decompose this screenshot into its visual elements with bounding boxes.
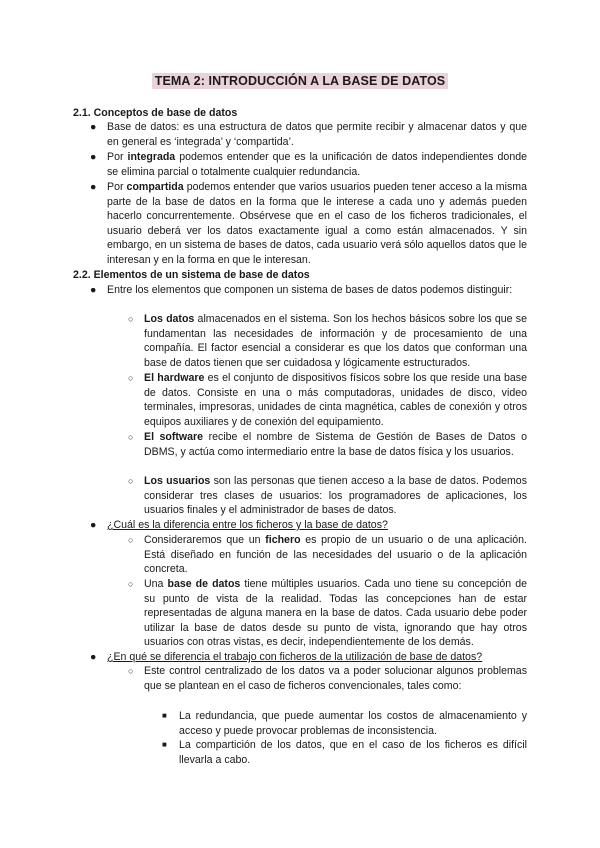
problem-comparticion: La compartición de los datos, que en el caso de los ficheros es difícil llevarla a cabo. xyxy=(179,739,527,766)
elements-intro: Entre los elementos que componen un sistema de bases de datos podemos distinguir: xyxy=(107,284,513,296)
circle-bullet-icon: ○ xyxy=(128,373,134,383)
answer-base-de-datos: Una base de datos tiene múltiples usuarios. Cada uno tiene su concepción de su punto de vista de la realidad. Todas las concepciones han de estar representadas de alguna manera en la base de datos. Cada usuario debe poder utilizar la base de datos desde su punto de vista, ignorando que hay otros usuarios con otras vistas, es decir, independientemente de los demás. xyxy=(144,578,527,649)
concept-definition: Base de datos: es una estructura de datos que permite recibir y almacenar datos y que en general es ‘integrada’ y ‘compartida’. xyxy=(107,121,527,148)
circle-bullet-icon: ○ xyxy=(128,432,134,442)
problem-redundancia: La redundancia, que puede aumentar los costos de almacenamiento y acceso y puede provocar problemas de inconsistencia. xyxy=(179,710,527,737)
page-title: TEMA 2: INTRODUCCIÓN A LA BASE DE DATOS xyxy=(152,73,448,89)
circle-bullet-icon: ○ xyxy=(128,476,134,486)
disc-bullet-icon: ● xyxy=(90,651,97,663)
element-hardware: El hardware es el conjunto de dispositivos físicos sobre los que reside una base de datos. Consiste en una o más computadoras, unidades de disco, video terminales, impresoras, unidades de cinta magnética, cables de conexión y otros equipos auxiliares y de conexión del equipamiento. xyxy=(144,372,527,428)
square-bullet-icon: ■ xyxy=(162,711,167,720)
title-wrap xyxy=(0,73,600,90)
square-bullet-icon: ■ xyxy=(162,740,167,749)
element-software: El software recibe el nombre de Sistema de Gestión de Bases de Datos o DBMS, y actúa como intermediario entre la base de datos física y los usuarios. xyxy=(144,431,527,458)
disc-bullet-icon: ● xyxy=(90,284,97,296)
concept-integrada: Por integrada podemos entender que es la unificación de datos independientes donde se elimina parcial o totalmente cualquier redundancia. xyxy=(107,151,527,178)
concept-compartida: Por compartida podemos entender que varios usuarios pueden tener acceso a la misma parte de la base de datos en la forma que le interese a cada uno y además pueden hacerlo concurrentemente. Obsérvese que en el caso de los ficheros tradicionales, el usuario deberá ver los datos exactamente igual a como están almacenados. Y sin embargo, en un sistema de bases de datos, cada usuario verá sólo aquellos datos que le interesan y en la forma en que le interesan. xyxy=(107,181,527,266)
section-heading-elementos: 2.2. Elementos de un sistema de base de datos xyxy=(73,269,310,281)
element-datos: Los datos almacenados en el sistema. Son los hechos básicos sobre los que se fundamentan las necesidades de información y de procesamiento de una compañía. El factor esencial a considerar es que los datos que conforman una base de datos tienen que ser cuidadosa y lógicamente estructurados. xyxy=(144,313,528,369)
circle-bullet-icon: ○ xyxy=(128,314,134,324)
question-ficheros-vs-bd: ¿Cuál es la diferencia entre los ficheros y la base de datos? xyxy=(107,519,388,531)
disc-bullet-icon: ● xyxy=(90,181,97,193)
section-heading-conceptos: 2.1. Conceptos de base de datos xyxy=(73,107,238,119)
element-usuarios: Los usuarios son las personas que tienen acceso a la base de datos. Podemos considerar tres clases de usuarios: los programadores de aplicaciones, los usuarios finales y el administrador de bases de datos. xyxy=(144,475,527,517)
disc-bullet-icon: ● xyxy=(90,151,97,163)
circle-bullet-icon: ○ xyxy=(128,666,134,676)
answer-fichero: Consideraremos que un fichero es propio de un usuario o de una aplicación. Está diseñado en función de las necesidades del usuario o de la aplicación concreta. xyxy=(144,534,527,576)
circle-bullet-icon: ○ xyxy=(128,535,134,545)
circle-bullet-icon: ○ xyxy=(128,579,134,589)
question-trabajo-ficheros: ¿En qué se diferencia el trabajo con ficheros de la utilización de base de datos? xyxy=(107,651,483,663)
disc-bullet-icon: ● xyxy=(90,121,97,133)
answer-control-centralizado: Este control centralizado de los datos va a poder solucionar algunos problemas que se plantean en el caso de ficheros convencionales, tales como: xyxy=(144,665,527,692)
disc-bullet-icon: ● xyxy=(90,519,97,531)
